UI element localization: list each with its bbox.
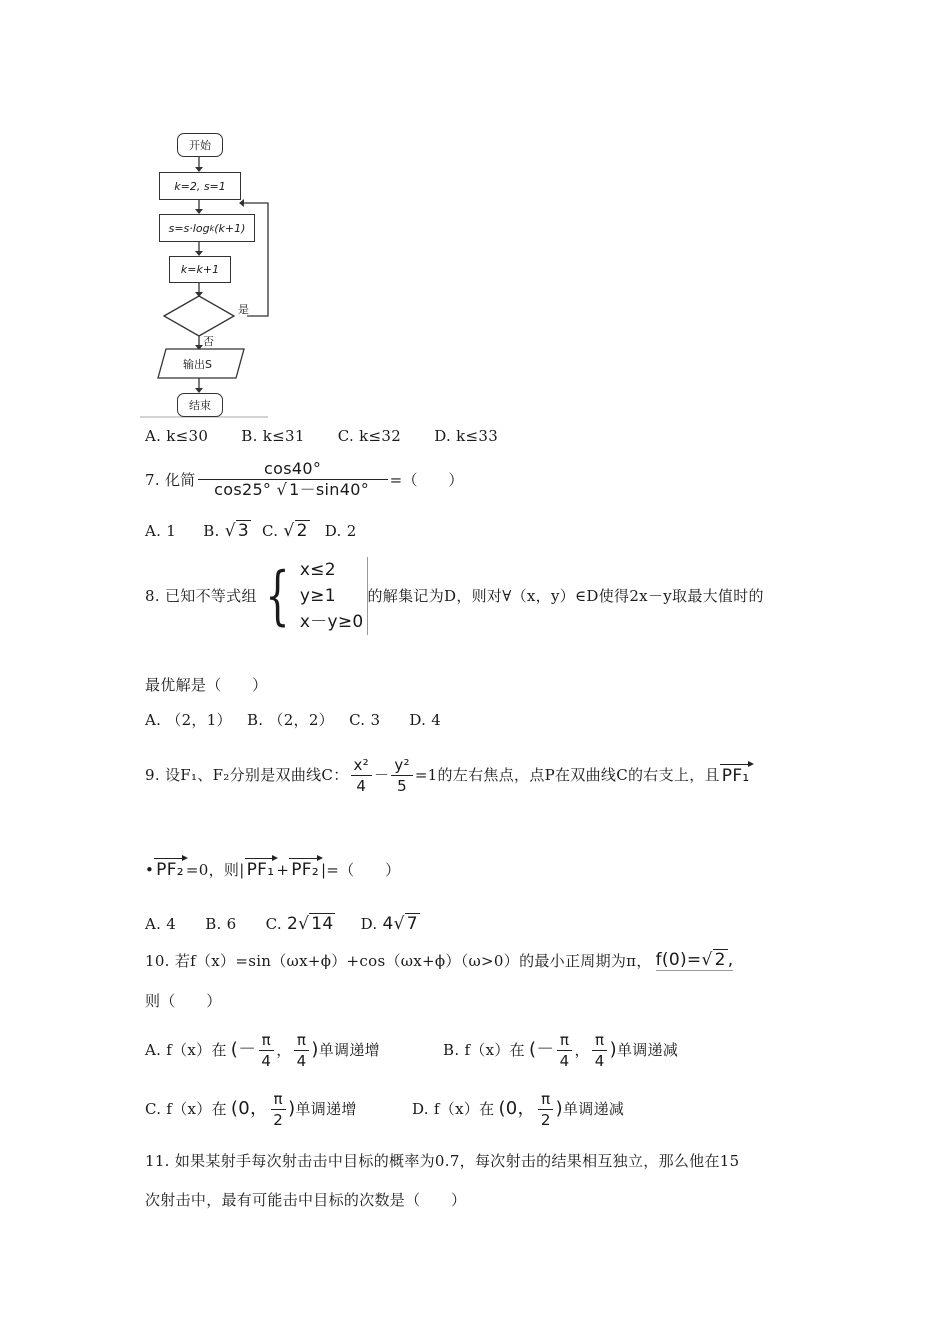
q9-option-c: C. bbox=[265, 915, 282, 933]
q10-option-b-dec: 单调递减 bbox=[616, 1041, 679, 1059]
q9-option-a: A. 4 bbox=[145, 915, 177, 933]
q7-denominator bbox=[211, 480, 374, 500]
q9-frac-x-num: x² bbox=[351, 755, 373, 776]
q8-row-1: x≤2 bbox=[299, 560, 336, 580]
q9-frac-x bbox=[351, 755, 373, 796]
q9-eq0: =0，则| bbox=[185, 860, 245, 879]
q7-options bbox=[145, 521, 357, 541]
q6-options bbox=[145, 426, 526, 446]
q9-vec-pf2-b: PF₂ bbox=[291, 860, 319, 880]
q10-option-b-frac1 bbox=[557, 1030, 573, 1071]
q10-option-a-open: (－ bbox=[230, 1039, 257, 1060]
q7-prefix: 7. 化简 bbox=[145, 470, 196, 489]
q9-option-b: B. 6 bbox=[205, 915, 237, 933]
q8-options bbox=[145, 710, 469, 730]
q7-option-c: C. bbox=[262, 522, 279, 540]
q7-option-d: D. 2 bbox=[324, 522, 357, 540]
q10-cond-rad: 2 bbox=[714, 950, 726, 970]
q9-option-d-coef: 4 bbox=[382, 914, 394, 934]
q10-option-a-close: ) bbox=[311, 1039, 319, 1060]
q7-fraction bbox=[198, 459, 388, 500]
q9-minus: － bbox=[374, 766, 390, 784]
q8-line2: 最优解是（ ） bbox=[145, 676, 268, 694]
q8-row-3: x－y≥0 bbox=[299, 612, 364, 632]
q10-option-b-prefix: B. f（x）在 bbox=[443, 1041, 525, 1059]
flowchart-yes-label: 是 bbox=[238, 303, 249, 316]
q7-option-c-rad: 2 bbox=[296, 521, 308, 541]
q10-option-c-open: (0， bbox=[230, 1098, 269, 1119]
q10-d-f-den: 2 bbox=[540, 1110, 551, 1129]
q7-option-c-sqrt: √ 2 bbox=[283, 521, 308, 541]
q7-numerator: cos40° bbox=[198, 459, 388, 480]
q9-option-d-expr: 4√ 7 bbox=[382, 914, 418, 934]
q10-option-d-frac bbox=[538, 1089, 554, 1130]
q10-b-f1-num: π bbox=[557, 1030, 572, 1051]
q10-option-a-frac2 bbox=[294, 1030, 310, 1071]
q7-question bbox=[145, 459, 464, 500]
q10-option-a-inc: 单调递增 bbox=[318, 1041, 380, 1059]
q10-a-f2-den: 4 bbox=[296, 1051, 307, 1070]
q7-option-b-rad: 3 bbox=[237, 521, 249, 541]
q10-a-f1-num: π bbox=[259, 1030, 274, 1051]
q8-prefix: 8. 已知不等式组 bbox=[145, 587, 257, 605]
q10-line1 bbox=[145, 950, 733, 971]
q10-option-a-prefix: A. f（x）在 bbox=[145, 1041, 227, 1059]
q10-option-c-frac bbox=[270, 1089, 286, 1130]
q9-vec-pf1: PF₁ bbox=[721, 765, 750, 786]
q9-vec-pf2: PF₂ bbox=[156, 860, 184, 880]
q9-mid: =1的左右焦点，点P在双曲线C的右支上，且 bbox=[414, 766, 720, 784]
q7-den-cos: cos25° bbox=[214, 480, 272, 499]
q10-option-c-prefix: C. f（x）在 bbox=[145, 1100, 227, 1118]
q10-option-b-frac2 bbox=[592, 1030, 608, 1071]
q10-option-b bbox=[443, 1026, 678, 1074]
q8-option-b: B. （2，2） bbox=[246, 711, 334, 729]
q10-option-c-inc: 单调递增 bbox=[295, 1100, 357, 1118]
flowchart-output: 输出S bbox=[183, 358, 212, 371]
q11-line2: 次射击中，最有可能击中目标的次数是（ ） bbox=[145, 1191, 467, 1209]
q9-option-c-coef: 2 bbox=[286, 914, 299, 934]
q8-question bbox=[145, 556, 764, 636]
q9-option-c-rad: 14 bbox=[311, 914, 334, 934]
q9-frac-y bbox=[391, 755, 413, 796]
q9-prefix: 9. 设F₁、F₂分别是双曲线C： bbox=[145, 766, 349, 784]
q10-option-b-open: (－ bbox=[528, 1039, 555, 1060]
q10-option-a bbox=[145, 1026, 380, 1074]
q7-suffix: =（ ） bbox=[389, 470, 464, 489]
q10-option-a-comma: ， bbox=[276, 1041, 292, 1059]
q7-option-b: B. bbox=[203, 522, 220, 540]
q9-line2 bbox=[145, 858, 400, 881]
q10-b-f2-den: 4 bbox=[594, 1051, 605, 1070]
flowchart-start: 开始 bbox=[177, 133, 223, 157]
q10-cond-tail: , bbox=[727, 950, 734, 970]
flowchart-update-s: s=s·log k (k+1) bbox=[159, 214, 255, 242]
q6-option-a: A. k≤30 bbox=[145, 427, 209, 445]
flowchart bbox=[140, 125, 275, 420]
q10-a-f2-num: π bbox=[294, 1030, 309, 1051]
q9-vec-pf1-b: PF₁ bbox=[246, 860, 275, 880]
q7-den-rad: 1－sin40° bbox=[289, 480, 370, 499]
q9-plus: + bbox=[276, 860, 290, 879]
q10-option-b-close: ) bbox=[609, 1039, 617, 1060]
q11-line1: 11. 如果某射手每次射击击中目标的概率为0.7，每次射击的结果相互独立，那么他在15 bbox=[145, 1152, 740, 1170]
q8-suffix: 的解集记为D，则对∀（x，y）∈D使得2x－y取最大值时的 bbox=[367, 587, 764, 605]
q10-option-d-dec: 单调递减 bbox=[563, 1100, 625, 1118]
q8-option-c: C. 3 bbox=[349, 711, 381, 729]
q10-a-f1-den: 4 bbox=[261, 1051, 272, 1070]
q9-option-c-expr: 2√ 14 bbox=[286, 914, 334, 934]
q9-options bbox=[145, 914, 420, 934]
q10-option-d bbox=[412, 1085, 624, 1133]
flowchart-init: k=2, s=1 bbox=[159, 172, 241, 200]
q9-frac-y-den: 5 bbox=[397, 776, 407, 795]
flowchart-increment: k=k+1 bbox=[169, 256, 231, 283]
q6-option-b: B. k≤31 bbox=[241, 427, 305, 445]
q10-text: 10. 若f（x）=sin（ωx+ϕ）+cos（ωx+ϕ）（ω>0）的最小正周期为π， bbox=[145, 951, 652, 970]
q10-d-f-num: π bbox=[538, 1089, 553, 1110]
q9-option-d: D. bbox=[360, 915, 378, 933]
flowchart-no-label: 否 bbox=[203, 335, 214, 348]
q8-rows bbox=[300, 557, 368, 635]
q6-option-d: D. k≤33 bbox=[434, 427, 499, 445]
q10-option-d-close: ) bbox=[555, 1098, 563, 1119]
q7-option-a: A. 1 bbox=[145, 522, 177, 540]
q9-option-d-rad: 7 bbox=[406, 914, 418, 934]
q10-option-d-prefix: D. f（x）在 bbox=[412, 1100, 495, 1118]
q10-option-b-comma: ， bbox=[574, 1041, 590, 1059]
q9-tail: |=（ ） bbox=[320, 860, 401, 879]
q6-option-c: C. k≤32 bbox=[337, 427, 402, 445]
q7-option-b-sqrt: √ 3 bbox=[224, 521, 249, 541]
q9-dot: • bbox=[145, 860, 155, 879]
q8-option-a: A. （2，1） bbox=[145, 711, 232, 729]
q10-c-f-den: 2 bbox=[273, 1110, 284, 1129]
q10-option-a-frac1 bbox=[258, 1030, 274, 1071]
q9-frac-y-num: y² bbox=[391, 755, 413, 776]
q10-option-d-open: (0， bbox=[498, 1098, 536, 1119]
q7-den-sqrt: √ 1－sin40° bbox=[276, 480, 370, 499]
flowchart-end: 结束 bbox=[177, 393, 223, 417]
q10-option-c-close: ) bbox=[288, 1098, 296, 1119]
q9-frac-x-den: 4 bbox=[356, 776, 367, 795]
q9-line1 bbox=[145, 745, 752, 805]
q8-option-d: D. 4 bbox=[409, 711, 442, 729]
q10-option-c bbox=[145, 1085, 357, 1133]
q10-b-f2-num: π bbox=[592, 1030, 607, 1051]
q10-c-f-num: π bbox=[271, 1089, 286, 1110]
q10-condition: f(0)=√ 2 , bbox=[655, 950, 734, 970]
q10-cond-lhs: f(0)= bbox=[655, 950, 702, 970]
q10-line2: 则（ ） bbox=[145, 992, 222, 1010]
q8-brace: { bbox=[264, 559, 290, 633]
q8-inequality-system bbox=[257, 557, 368, 635]
q8-row-2: y≥1 bbox=[299, 586, 336, 606]
q10-b-f1-den: 4 bbox=[559, 1051, 570, 1070]
